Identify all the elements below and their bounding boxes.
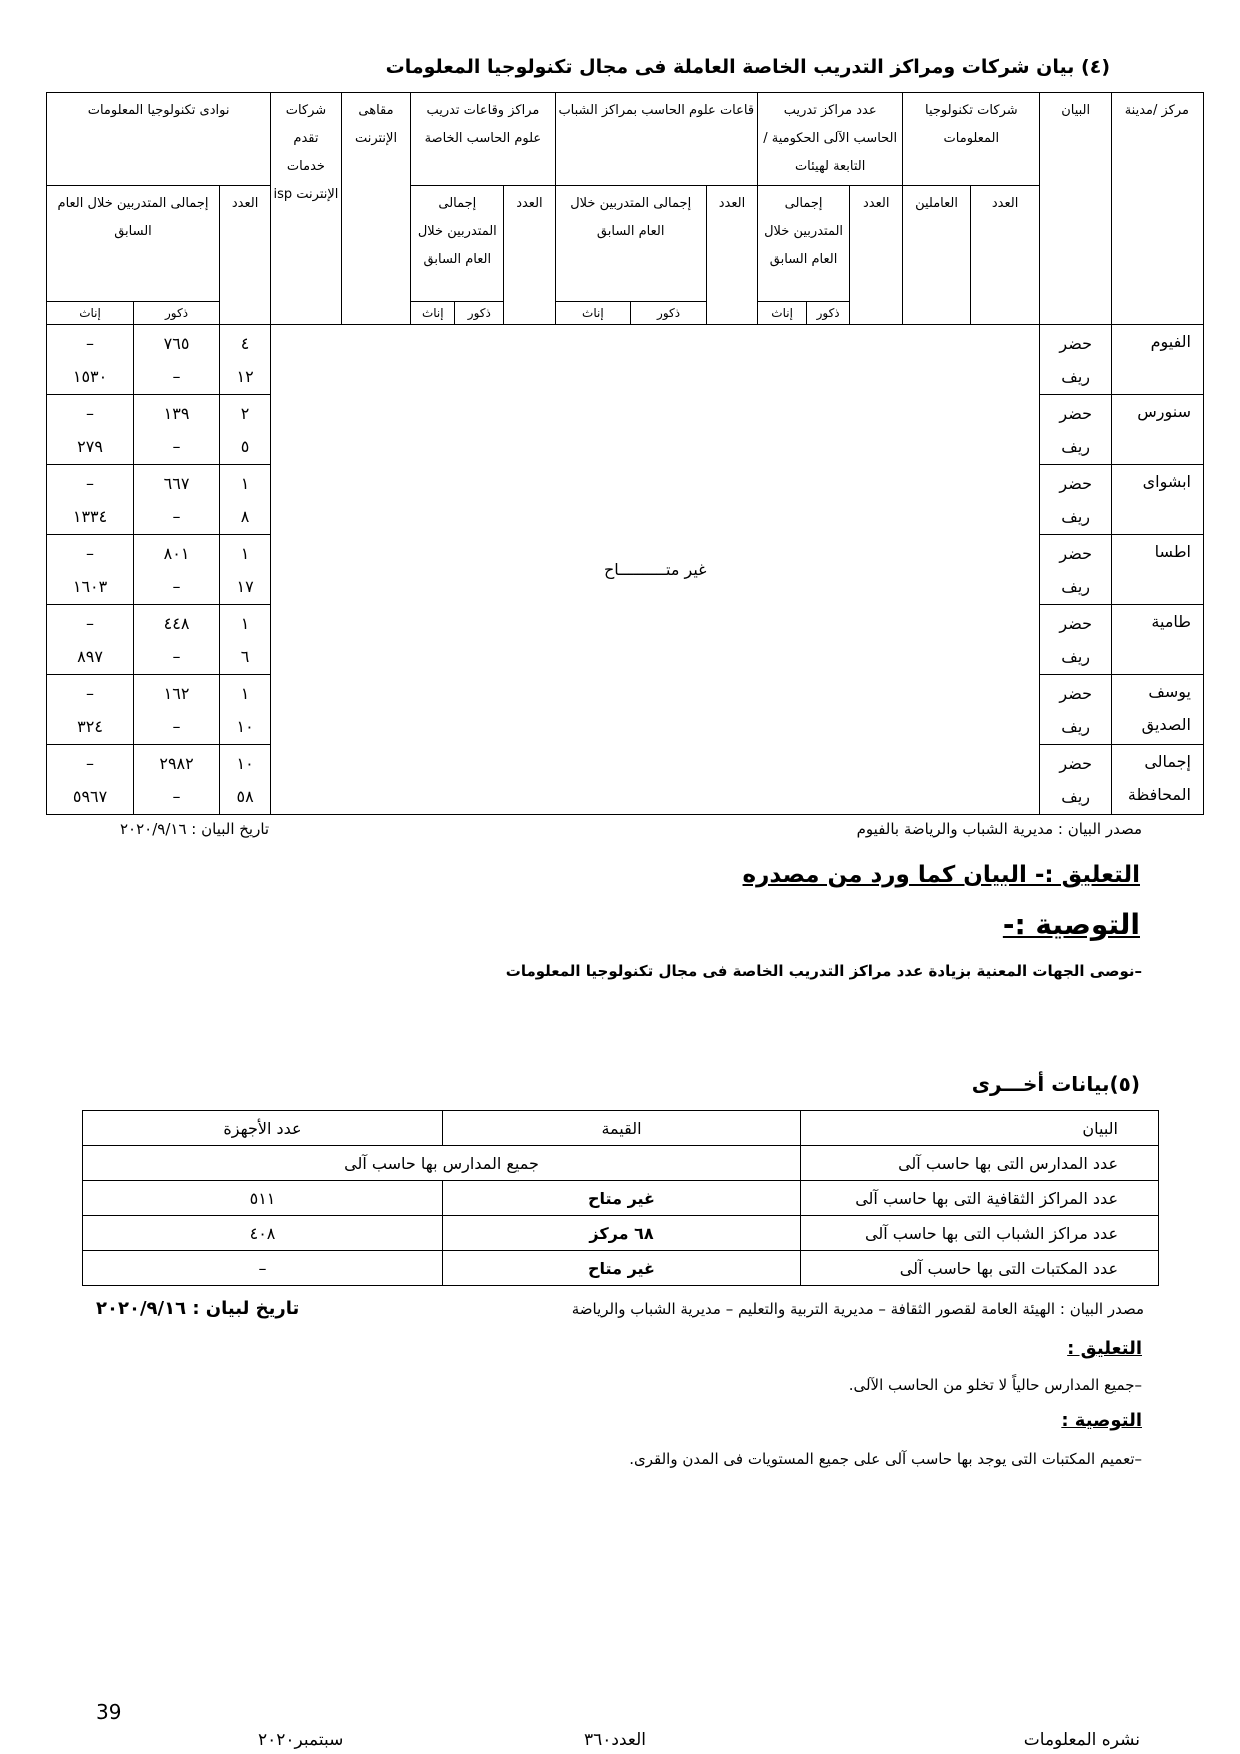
urban-rural-cell: حضر ريف xyxy=(1040,675,1112,745)
header-private-count: العدد xyxy=(504,186,555,325)
table-row xyxy=(83,1251,1159,1286)
section4-recommendation-text: –نوصى الجهات المعنية بزيادة عدد مراكز التدريب الخاصة فى مجال تكنولوجيا المعلومات xyxy=(505,962,1142,980)
footer-month: سبتمبر٢٠٢٠ xyxy=(258,1730,344,1750)
city-cell: اطسا xyxy=(1111,535,1203,605)
header-female: إناث xyxy=(411,302,455,325)
row-label: عدد المراكز الثقافية التى بها حاسب آلى xyxy=(801,1181,1159,1216)
urban-rural-cell: حضر ريف xyxy=(1040,325,1112,395)
clubs-female-cell: – ٢٧٩ xyxy=(47,395,134,465)
clubs-count-cell: ٤ ١٢ xyxy=(220,325,271,395)
city-cell: يوسف الصديق xyxy=(1111,675,1203,745)
table-row xyxy=(47,325,1204,395)
header-item: البيان xyxy=(801,1111,1159,1146)
clubs-count-cell: ١ ٨ xyxy=(220,465,271,535)
clubs-female-cell: – ٣٢٤ xyxy=(47,675,134,745)
section5-source: مصدر البيان : الهيئة العامة لقصور الثقافة – مديرية التربية والتعليم – مديرية الشباب والرياضة xyxy=(571,1300,1144,1318)
header-row-2 xyxy=(47,186,1204,302)
section5-recommendation-text: –تعميم المكتبات التى يوجد بها حاسب آلى على جميع المستويات فى المدن والقرى. xyxy=(629,1450,1142,1468)
section4-source: مصدر البيان : مديرية الشباب والرياضة بالفيوم xyxy=(856,820,1142,838)
clubs-count-cell: ١ ١٠ xyxy=(220,675,271,745)
row-label: عدد المدارس التى بها حاسب آلى xyxy=(801,1146,1159,1181)
city-cell: إجمالى المحافظة xyxy=(1111,745,1203,815)
header-companies-count: العدد xyxy=(970,186,1040,325)
section5-date: تاريخ لبيان : ٢٠٢٠/٩/١٦ xyxy=(96,1298,300,1319)
row-merged-value: جميع المدارس بها حاسب آلى xyxy=(83,1146,801,1181)
clubs-male-cell: ٢٩٨٢ – xyxy=(134,745,220,815)
it-training-table xyxy=(46,92,1204,815)
clubs-female-cell: – ١٥٣٠ xyxy=(47,325,134,395)
urban-rural-cell: حضر ريف xyxy=(1040,745,1112,815)
clubs-male-cell: ٤٤٨ – xyxy=(134,605,220,675)
header-female: إناث xyxy=(47,302,134,325)
clubs-female-cell: – ١٣٣٤ xyxy=(47,465,134,535)
table-row xyxy=(83,1181,1159,1216)
section5-comment-text: –جميع المدارس حالياً لا تخلو من الحاسب الآلى. xyxy=(848,1376,1142,1394)
header-male: ذكور xyxy=(807,302,850,325)
row-devices: ٥١١ xyxy=(83,1181,443,1216)
header-male: ذكور xyxy=(455,302,504,325)
row-devices: – xyxy=(83,1251,443,1286)
clubs-female-cell: – ٨٩٧ xyxy=(47,605,134,675)
clubs-male-cell: ٧٦٥ – xyxy=(134,325,220,395)
header-isp: شركات تقدم خدمات الإنترنت isp xyxy=(271,93,342,325)
header-companies-workers: العاملين xyxy=(903,186,971,325)
city-cell: ابشواى xyxy=(1111,465,1203,535)
row-value: ٦٨ مركز xyxy=(443,1216,801,1251)
clubs-female-cell: – ١٦٠٣ xyxy=(47,535,134,605)
city-cell: طامية xyxy=(1111,605,1203,675)
header-male: ذكور xyxy=(134,302,220,325)
header-row-1 xyxy=(47,93,1204,186)
clubs-count-cell: ٢ ٥ xyxy=(220,395,271,465)
section5-recommendation-title: التوصية : xyxy=(1061,1410,1142,1431)
clubs-male-cell: ١٦٢ – xyxy=(134,675,220,745)
section4-title: (٤) بيان شركات ومراكز التدريب الخاصة العاملة فى مجال تكنولوجيا المعلومات xyxy=(385,56,1110,78)
clubs-count-cell: ١ ٦ xyxy=(220,605,271,675)
row-value: غير متاح xyxy=(443,1181,801,1216)
city-cell: الفيوم xyxy=(1111,325,1203,395)
header-gov-centers: عدد مراكز تدريب الحاسب الآلى الحكومية / التابعة لهيئات xyxy=(758,93,903,186)
row-devices: ٤٠٨ xyxy=(83,1216,443,1251)
header-female: إناث xyxy=(758,302,807,325)
urban-rural-cell: حضر ريف xyxy=(1040,395,1112,465)
header-cafes: مقاهى الإنترنت xyxy=(341,93,411,325)
row-label: عدد مراكز الشباب التى بها حاسب آلى xyxy=(801,1216,1159,1251)
clubs-count-cell: ١ ١٧ xyxy=(220,535,271,605)
header-female: إناث xyxy=(555,302,631,325)
table-row xyxy=(83,1146,1159,1181)
section5-title: (٥)بيانات أخـــرى xyxy=(971,1072,1140,1096)
section4-recommendation-title: التوصية :- xyxy=(1002,908,1140,941)
city-cell: سنورس xyxy=(1111,395,1203,465)
clubs-male-cell: ١٣٩ – xyxy=(134,395,220,465)
section4-comment: التعليق :- البيان كما ورد من مصدره xyxy=(742,862,1140,888)
header-youth-count: العدد xyxy=(706,186,757,325)
not-available-block: غير متــــــــــاح xyxy=(271,325,1040,815)
header-city: مركز /مدينة xyxy=(1111,93,1203,325)
header-item: البيان xyxy=(1040,93,1112,325)
header-private-centers: مراكز وقاعات تدريب علوم الحاسب الخاصة xyxy=(411,93,555,186)
footer-issue: العدد٣٦٠ xyxy=(584,1730,647,1750)
table-header-row xyxy=(83,1111,1159,1146)
section4-date: تاريخ البيان : ٢٠٢٠/٩/١٦ xyxy=(120,820,270,838)
urban-rural-cell: حضر ريف xyxy=(1040,465,1112,535)
header-youth-halls: قاعات علوم الحاسب بمراكز الشباب xyxy=(555,93,758,186)
header-gov-count: العدد xyxy=(850,186,903,325)
header-devices: عدد الأجهزة xyxy=(83,1111,443,1146)
page-number: 39 xyxy=(96,1700,122,1724)
row-value: غير متاح xyxy=(443,1251,801,1286)
header-it-clubs: نوادى تكنولوجيا المعلومات xyxy=(47,93,271,186)
footer-publication: نشره المعلومات xyxy=(1023,1730,1140,1750)
clubs-count-cell: ١٠ ٥٨ xyxy=(220,745,271,815)
header-male: ذكور xyxy=(631,302,707,325)
table-row xyxy=(83,1216,1159,1251)
other-data-table xyxy=(82,1110,1159,1286)
header-clubs-count: العدد xyxy=(220,186,271,325)
section5-comment-title: التعليق : xyxy=(1067,1338,1142,1359)
header-youth-trainees: إجمالى المتدربين خلال العام السابق xyxy=(555,186,706,302)
urban-rural-cell: حضر ريف xyxy=(1040,605,1112,675)
header-value: القيمة xyxy=(443,1111,801,1146)
clubs-female-cell: – ٥٩٦٧ xyxy=(47,745,134,815)
row-label: عدد المكتبات التى بها حاسب آلى xyxy=(801,1251,1159,1286)
urban-rural-cell: حضر ريف xyxy=(1040,535,1112,605)
header-gov-trainees: إجمالى المتدربين خلال العام السابق xyxy=(758,186,850,302)
clubs-male-cell: ٨٠١ – xyxy=(134,535,220,605)
clubs-male-cell: ٦٦٧ – xyxy=(134,465,220,535)
header-private-trainees: إجمالى المتدربين خلال العام السابق xyxy=(411,186,504,302)
header-it-companies: شركات تكنولوجيا المعلومات xyxy=(903,93,1040,186)
header-clubs-trainees: إجمالى المتدربين خلال العام السابق xyxy=(47,186,220,302)
